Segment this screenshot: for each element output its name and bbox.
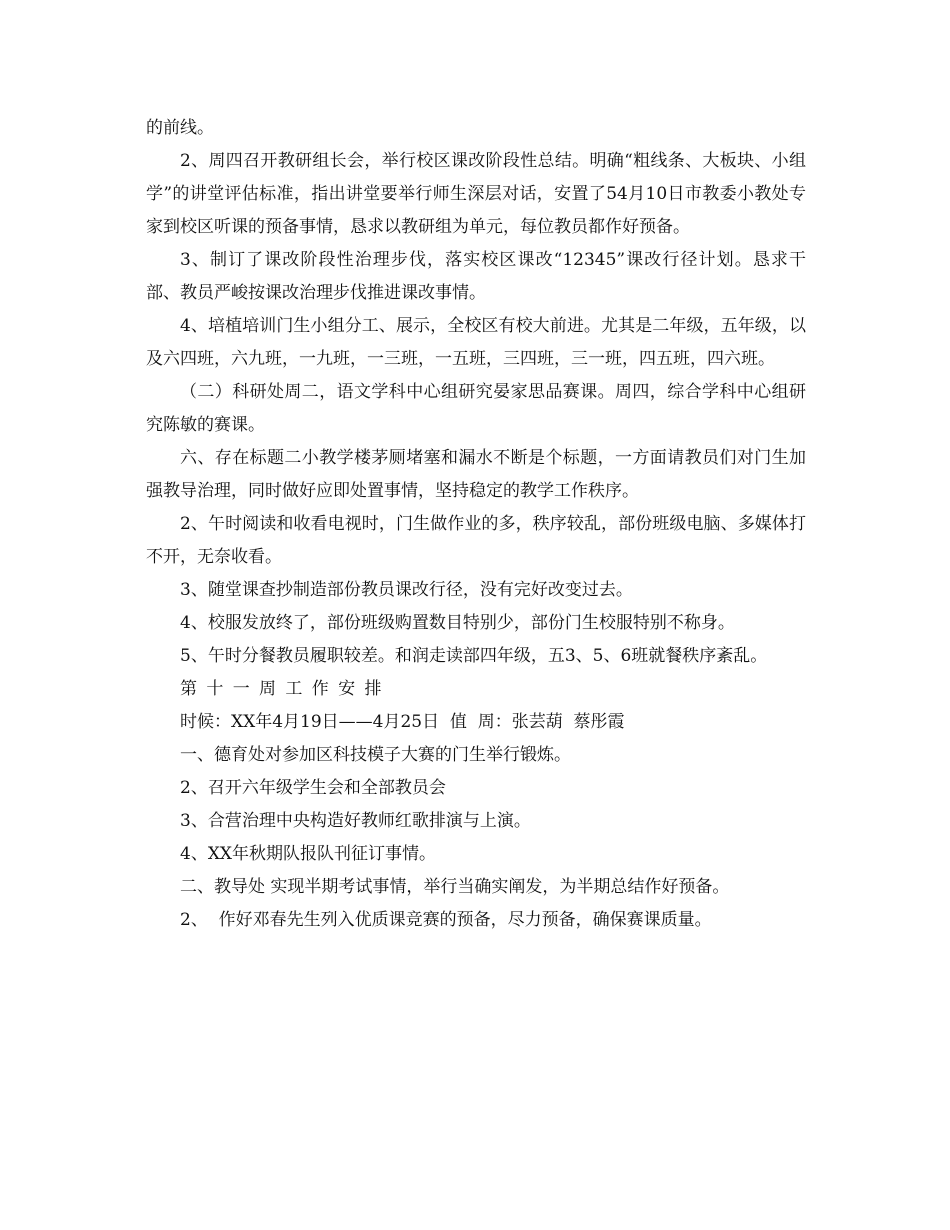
- paragraph: 2、 作好邓春先生列入优质课竞赛的预备，尽力预备，确保赛课质量。: [180, 910, 712, 930]
- paragraph: 2、召开六年级学生会和全部教员会: [180, 778, 446, 798]
- document-body: [146, 112, 806, 937]
- paragraph: 2、周四召开教研组长会，举行校区课改阶段性总结。明确“粗线条、大板块、小组学”的讲堂评估标准，指出讲堂要举行师生深层对话，安置了54月10日市教委小教处专家到校区听课的预备事情，恳求以教研组为单元，每位教员都作好预备。: [146, 151, 806, 237]
- paragraph: 3、随堂课查抄制造部份教员课改行径，没有完好改变过去。: [180, 580, 633, 600]
- paragraph: 3、合营治理中央构造好教师红歌排演与上演。: [180, 811, 531, 831]
- paragraph: 一、德育处对参加区科技模子大赛的门生举行锻炼。: [180, 745, 571, 765]
- paragraph: 3、制订了课改阶段性治理步伐，落实校区课改“12345”课改行径计划。恳求干部、教员严峻按课改治理步伐推进课改事情。: [146, 250, 806, 303]
- paragraph: 时候：XX年4月19日——4月25日 值 周：张芸葫 蔡彤霞: [180, 712, 625, 732]
- paragraph: 5、午时分餐教员履职较差。和润走读部四年级，五3、5、6班就餐秩序紊乱。: [180, 646, 768, 666]
- paragraph: 六、存在标题二小教学楼茅厕堵塞和漏水不断是个标题，一方面请教员们对门生加强教导治理，同时做好应即处置事情，坚持稳定的教学工作秩序。: [146, 448, 806, 501]
- paragraph: 4、培植培训门生小组分工、展示，全校区有校大前进。尤其是二年级，五年级，以及六四班，六九班，一九班，一三班，一五班，三四班，三一班，四五班，四六班。: [146, 316, 806, 369]
- section-heading: 第十一周工作安排: [180, 679, 391, 699]
- paragraph: 二、教导处 实现半期考试事情，举行当确实阐发，为半期总结作好预备。: [180, 877, 730, 897]
- paragraph: 的前线。: [146, 118, 214, 138]
- paragraph: 2、午时阅读和收看电视时，门生做作业的多，秩序较乱，部份班级电脑、多媒体打不开，无奈收看。: [146, 514, 806, 567]
- paragraph: 4、XX年秋期队报队刊征订事情。: [180, 844, 437, 864]
- paragraph: 4、校服发放终了，部份班级购置数目特别少，部份门生校服特别不称身。: [180, 613, 735, 633]
- paragraph: （二）科研处周二，语文学科中心组研究晏家思品赛课。周四，综合学科中心组研究陈敏的赛课。: [146, 382, 806, 435]
